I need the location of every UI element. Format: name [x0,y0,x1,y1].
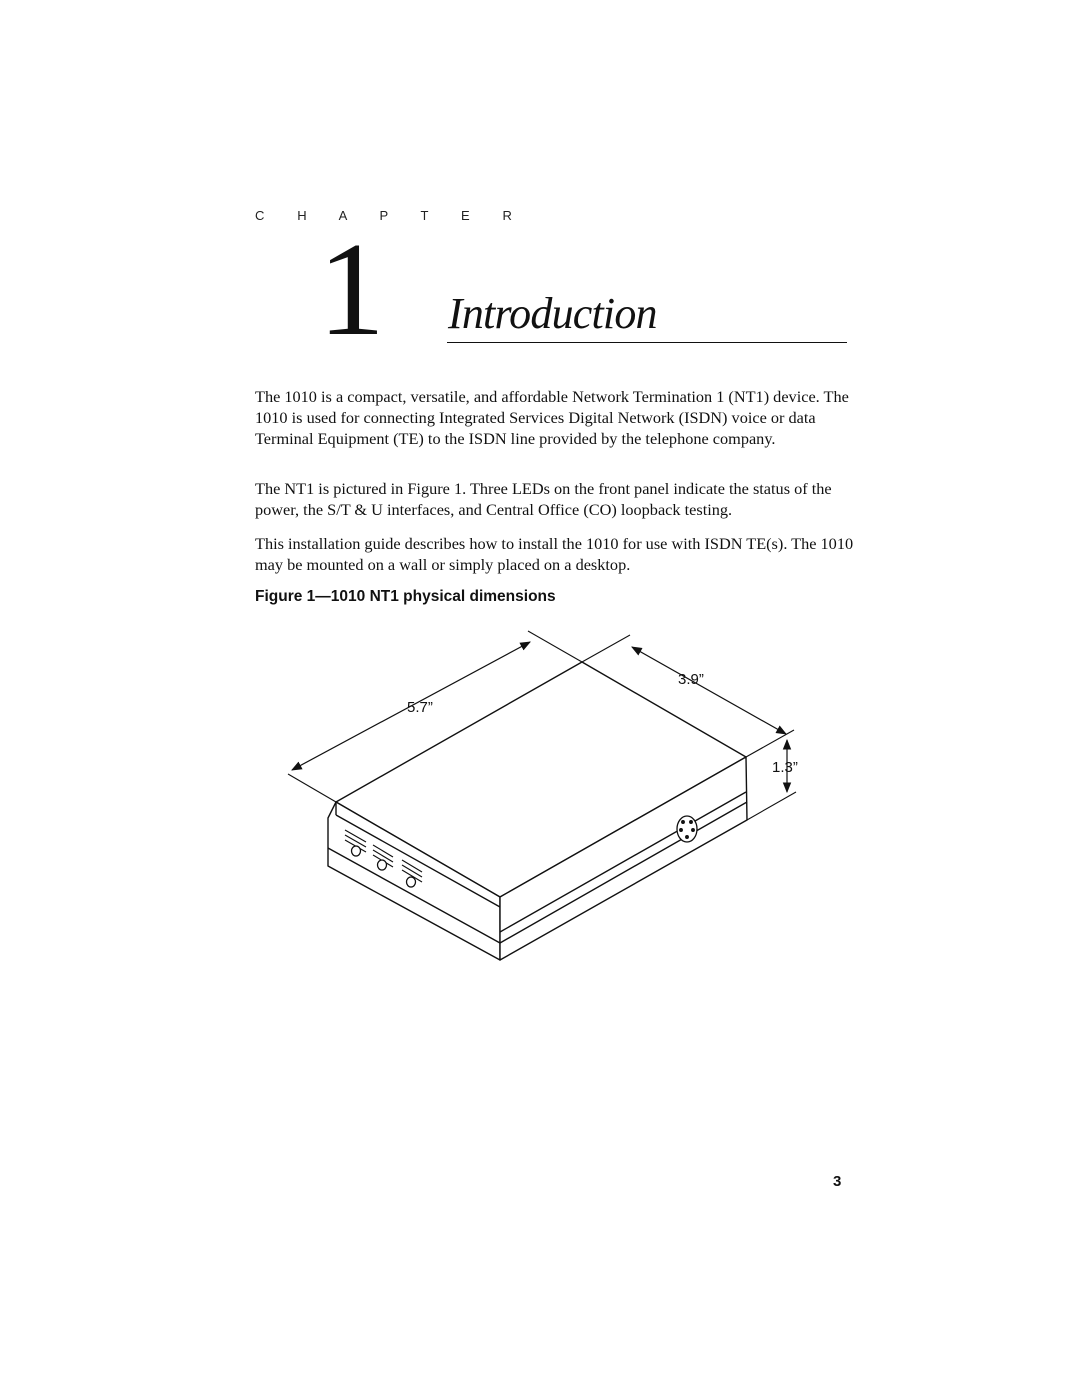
chapter-title: Introduction [448,289,657,338]
leds-paragraph: The NT1 is pictured in Figure 1. Three LEDs on the front panel indicate the status of the power, the S/T & U interfaces, and Central Office (CO) loopback testing. [255,479,832,519]
length-label: 5.7” [407,699,433,716]
connector-jack [677,816,697,842]
device-body [328,662,747,960]
width-label: 3.9” [678,671,704,688]
power-led [352,846,361,856]
height-label: 1.3” [772,759,798,776]
chapter-number: 1 [318,215,385,363]
figure-caption: Figure 1—1010 NT1 physical dimensions [255,588,556,605]
installation-paragraph: This installation guide describes how to install the 1010 for use with ISDN TE(s). The 1010 may be mounted on a wall or simply placed on a desktop. [255,534,854,574]
intro-paragraph: The 1010 is a compact, versatile, and affordable Network Termination 1 (NT1) device. The 1010 is used for connecting Integrated Services Digital Network (ISDN) voice or data Terminal Equipment (TE) to the ISDN line provided by the telephone company. [255,387,849,448]
interface-led [378,860,387,870]
chapter-label: C H A P T E R [255,208,527,223]
loopback-led [407,877,416,887]
page-number: 3 [833,1173,842,1190]
